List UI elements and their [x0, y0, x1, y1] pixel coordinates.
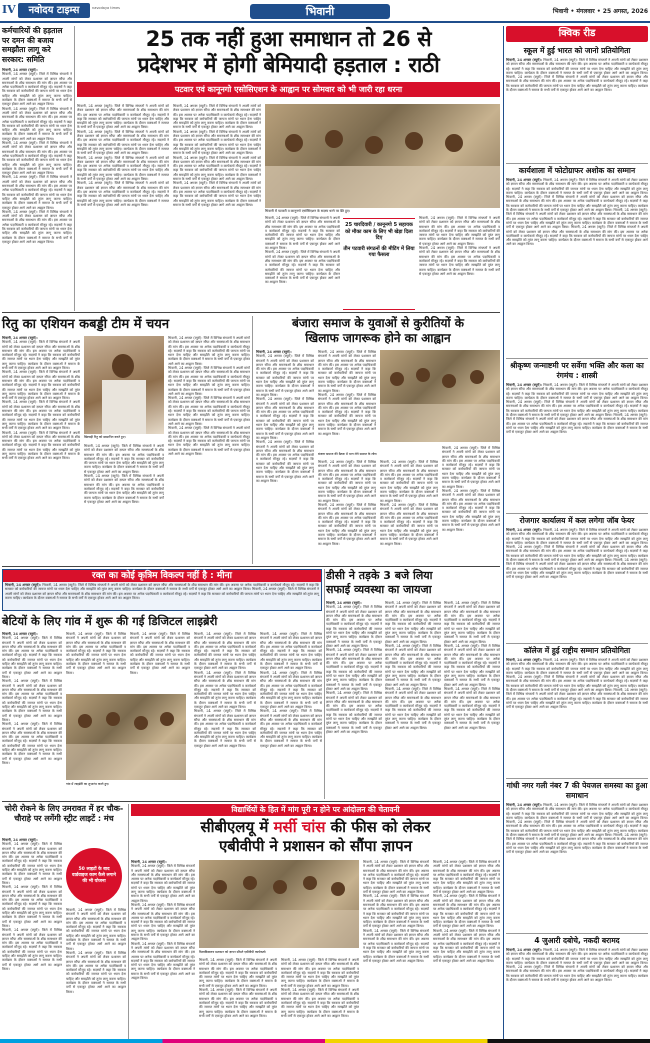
- lead-photo: [265, 104, 500, 208]
- left-story-headline: कर्मचारियों की हड़ताल पर दमन की बजाय समझौता लागू करे सरकार: समिति: [2, 26, 63, 64]
- kabaddi-story: [2, 316, 250, 564]
- abvp-story: [131, 804, 500, 1040]
- body-text: भिवानी, 24 अगस्त (ब्यूरो): जिले में विभिन्न संगठनों ने अपनी मांगों को लेकर प्रशासन को ज्ञापन सौंपा और समस्याओं के शीघ्र समाधान की मांग की। इस अवसर पर अनेक पदाधिकारी व कार्यकर्ता मौजूद रहे। सदस्यों ने कहा कि सरकार को कर्मचारियों की जायज मांगों पर ध्यान देना चाहिए और समझौते को तुरंत लागू करना चाहिए। कार्यक्रम के दौरान वक्ताओं ने समाज के सभी वर्गों से एकजुट होकर आगे आने का आह्वान किया।: [385, 686, 441, 730]
- body-text: भिवानी, 24 अगस्त (ब्यूरो): जिले में विभिन्न संगठनों ने अपनी मांगों को लेकर प्रशासन को ज्ञापन सौंपा और समस्याओं के शीघ्र समाधान की मांग की। इस अवसर पर अनेक पदाधिकारी व कार्यकर्ता मौजूद रहे। सदस्यों ने कहा कि सरकार को कर्मचारियों की जायज मांगों पर ध्यान देना चाहिए और समझौते को तुरंत लागू करना चाहिए। कार्यक्रम के दौरान वक्ताओं ने समाज के सभी वर्गों से एकजुट होकर आगे आने का आह्वान किया।: [444, 686, 500, 730]
- body-text: भिवानी, 24 अगस्त (ब्यूरो): जिले में विभिन्न संगठनों ने अपनी मांगों को लेकर प्रशासन को ज्ञापन सौंपा और समस्याओं के शीघ्र समाधान की मांग की। इस अवसर पर अनेक पदाधिकारी व कार्यकर्ता मौजूद रहे। सदस्यों ने कहा कि सरकार को कर्मचारियों की जायज मांगों पर ध्यान देना चाहिए और समझौते को तुरंत लागू करना चाहिए। कार्यक्रम के दौरान वक्ताओं ने समाज के सभी वर्गों से एकजुट होकर आगे आने का आह्वान किया।: [2, 400, 80, 431]
- body-text: भिवानी, 24 अगस्त (ब्यूरो): जिले में विभिन्न संगठनों ने अपनी मांगों को लेकर प्रशासन को ज्ञापन सौंपा और समस्याओं के शीघ्र समाधान की मांग की। इस अवसर पर अनेक पदाधिकारी व कार्यकर्ता मौजूद रहे। सदस्यों ने कहा कि सरकार को कर्मचारियों की जायज मांगों पर ध्यान देना चाहिए और समझौते को तुरंत लागू करना चाहिए। कार्यक्रम के दौरान वक्ताओं ने समाज के सभी वर्गों से एकजुट होकर आगे आने का आह्वान किया।: [173, 155, 261, 182]
- body-text: भिवानी, 24 अगस्त (ब्यूरो): जिले में विभिन्न संगठनों ने अपनी मांगों को लेकर प्रशासन को ज्ञापन सौंपा और समस्याओं के शीघ्र समाधान की मांग की। इस अवसर पर अनेक पदाधिकारी व कार्यकर्ता मौजूद रहे। सदस्यों ने कहा कि सरकार को कर्मचारियों की जायज मांगों पर ध्यान देना चाहिए और समझौते को तुरंत लागू करना चाहिए। कार्यक्रम के दौरान वक्ताओं ने समाज के सभी वर्गों से एकजुट होकर आगे आने का आह्वान किया।: [419, 216, 500, 246]
- banjara-headline-line2: खिलाफ जागरूक होने का आह्वान: [305, 331, 451, 345]
- body-text: भिवानी, 24 अगस्त (ब्यूरो): जिले में विभिन्न संगठनों ने अपनी मांगों को लेकर प्रशासन को ज्ञापन सौंपा और समस्याओं के शीघ्र समाधान की मांग की। इस अवसर पर अनेक पदाधिकारी व कार्यकर्ता मौजूद रहे। सदस्यों ने कहा कि सरकार को कर्मचारियों की जायज मांगों पर ध्यान देना चाहिए और समझौते को तुरंत लागू करना चाहिए। कार्यक्रम के दौरान वक्ताओं ने समाज के सभी वर्गों से एकजुट होकर आगे आने का आह्वान किया।: [2, 842, 62, 885]
- library-body-col1: [2, 632, 62, 797]
- body-text: भिवानी, 24 अगस्त (ब्यूरो): जिले में विभिन्न संगठनों ने अपनी मांगों को लेकर प्रशासन को ज्ञापन सौंपा और समस्याओं के शीघ्र समाधान की मांग की। इस अवसर पर अनेक पदाधिकारी व कार्यकर्ता मौजूद रहे। सदस्यों ने कहा कि सरकार को कर्मचारियों की जायज मांगों पर ध्यान देना चाहिए और समझौते को तुरंत लागू करना चाहिए। कार्यक्रम के दौरान वक्ताओं ने समाज के सभी वर्गों से एकजुट होकर आगे आने का आह्वान किया।: [2, 636, 62, 679]
- banjara-photo: [380, 350, 500, 442]
- body-text: भिवानी, 24 अगस्त (ब्यूरो): जिले में विभिन्न संगठनों ने अपनी मांगों को लेकर प्रशासन को ज्ञापन सौंपा और समस्याओं के शीघ्र समाधान की मांग की। इस अवसर पर अनेक पदाधिकारी व कार्यकर्ता मौजूद रहे। सदस्यों ने कहा कि सरकार को कर्मचारियों की जायज मांगों पर ध्यान देना चाहिए और समझौते को तुरंत लागू करना चाहिए। कार्यक्रम के दौरान वक्ताओं ने समाज के सभी वर्गों से एकजुट होकर आगे आने का आह्वान किया।: [2, 722, 62, 765]
- quick-read-item-body: [506, 948, 648, 1036]
- body-text: भिवानी, 24 अगस्त (ब्यूरो): जिले में विभिन्न संगठनों ने अपनी मांगों को लेकर प्रशासन को ज्ञापन सौंपा और समस्याओं के शीघ्र समाधान की मांग की। इस अवसर पर अनेक पदाधिकारी व कार्यकर्ता मौजूद रहे। सदस्यों ने कहा कि सरकार को कर्मचारियों की जायज मांगों पर ध्यान देना चाहिए और समझौते को तुरंत लागू करना चाहिए। कार्यक्रम के दौरान वक्ताओं ने समाज के सभी वर्गों से एकजुट होकर आगे आने का आह्वान किया।: [281, 958, 359, 988]
- body-text: भिवानी, 24 अगस्त (ब्यूरो): जिले में विभिन्न संगठनों ने अपनी मांगों को लेकर प्रशासन को ज्ञापन सौंपा और समस्याओं के शीघ्र समाधान की मांग की। इस अवसर पर अनेक पदाधिकारी व कार्यकर्ता मौजूद रहे। सदस्यों ने कहा कि सरकार को कर्मचारियों की जायज मांगों पर ध्यान देना चाहिए और समझौते को तुरंत लागू करना चाहिए। कार्यक्रम के दौरान वक्ताओं ने समाज के सभी वर्गों से एकजुट होकर आगे आने का आह्वान किया।: [194, 670, 256, 710]
- quick-read-item-headline: कार्यशाला में फोटोग्राफर अशोक का सम्मान: [518, 166, 636, 175]
- body-text: भिवानी, 24 अगस्त (ब्यूरो): जिले में विभिन्न संगठनों ने अपनी मांगों को लेकर प्रशासन को ज्ञापन सौंपा और समस्याओं के शीघ्र समाधान की मांग की। इस अवसर पर अनेक पदाधिकारी व कार्यकर्ता मौजूद रहे। सदस्यों ने कहा कि सरकार को कर्मचारियों की जायज मांगों पर ध्यान देना चाहिए और समझौते को तुरंत लागू करना चाहिए। कार्यक्रम के दौरान वक्ताओं ने समाज के सभी वर्गों से एकजुट होकर आगे आने का आह्वान किया।: [506, 675, 648, 693]
- body-text: भिवानी, 24 अगस्त (ब्यूरो): जिले में विभिन्न संगठनों ने अपनी मांगों को लेकर प्रशासन को ज्ञापन सौंपा और समस्याओं के शीघ्र समाधान की मांग की। इस अवसर पर अनेक पदाधिकारी व कार्यकर्ता मौजूद रहे। सदस्यों ने कहा कि सरकार को कर्मचारियों की जायज मांगों पर ध्यान देना चाहिए और समझौते को तुरंत लागू करना चाहिए। कार्यक्रम के दौरान वक्ताओं ने समाज के सभी वर्गों से एकजुट होकर आगे आने का आह्वान किया।: [77, 181, 169, 207]
- lead-body-col4: [419, 216, 500, 311]
- library-photo-caption: गांव में लाइब्रेरी का शुभारंभ करते हुए।: [66, 782, 110, 786]
- quick-read-item-body: [506, 528, 648, 638]
- dc-story: [326, 569, 500, 799]
- banjara-story: [256, 316, 500, 564]
- library-headline: बेटियों के लिए गांव में शुरू की गई डिजिटल लाइब्रेरी: [2, 614, 218, 628]
- lead-subhead: पटवार एवं कानूनगो एसोसिएशन के आह्वान पर सोमवार को भी जारी रहा धरना: [77, 82, 500, 97]
- body-text: भिवानी, 24 अगस्त (ब्यूरो): जिले में विभिन्न संगठनों ने अपनी मांगों को लेकर प्रशासन को ज्ञापन सौंपा और समस्याओं के शीघ्र समाधान की मांग की। इस अवसर पर अनेक पदाधिकारी व कार्यकर्ता मौजूद रहे। सदस्यों ने कहा कि सरकार को कर्मचारियों की जायज मांगों पर ध्यान देना चाहिए और समझौते को तुरंत लागू करना चाहिए। कार्यक्रम के दौरान वक्ताओं ने समाज के सभी वर्गों से एकजुट होकर आगे आने का आह्वान किया।: [265, 216, 340, 251]
- body-text: भिवानी, 24 अगस्त (ब्यूरो): जिले में विभिन्न संगठनों ने अपनी मांगों को लेकर प्रशासन को ज्ञापन सौंपा और समस्याओं के शीघ्र समाधान की मांग की। इस अवसर पर अनेक पदाधिकारी व कार्यकर्ता मौजूद रहे। सदस्यों ने कहा कि सरकार को कर्मचारियों की जायज मांगों पर ध्यान देना चाहिए और समझौते को तुरंत लागू करना चाहिए। कार्यक्रम के दौरान वक्ताओं ने समाज के सभी वर्गों से एकजुट होकर आगे आने का आह्वान किया।: [506, 688, 648, 710]
- paper-tag: navodaya times: [92, 6, 121, 10]
- body-text: भिवानी, 24 अगस्त (ब्यूरो): जिले में विभिन्न संगठनों ने अपनी मांगों को लेकर प्रशासन को ज्ञापन सौंपा और समस्याओं के शीघ्र समाधान की मांग की। इस अवसर पर अनेक पदाधिकारी व कार्यकर्ता मौजूद रहे। सदस्यों ने कहा कि सरकार को कर्मचारियों की जायज मांगों पर ध्यान देना चाहिए और समझौते को तुरंत लागू करना चाहिए। कार्यक्रम के दौरान वक्ताओं ने समाज के सभी वर्गों से एकजुट होकर आगे आने का आह्वान किया।: [318, 502, 376, 546]
- body-text: भिवानी, 24 अगस्त (ब्यूरो): जिले में विभिन्न संगठनों ने अपनी मांगों को लेकर प्रशासन को ज्ञापन सौंपा और समस्याओं के शीघ्र समाधान की मांग की। इस अवसर पर अनेक पदाधिकारी व कार्यकर्ता मौजूद रहे। सदस्यों ने कहा कि सरकार को कर्मचारियों की जायज मांगों पर ध्यान देना चाहिए और समझौते को तुरंत लागू करना चाहिए। कार्यक्रम के दौरान वक्ताओं ने समाज के सभी वर्गों से एकजुट होकर आगे आने का आह्वान किया।: [173, 181, 261, 207]
- banjara-body-col2: [318, 350, 376, 450]
- library-photo: [66, 694, 186, 780]
- body-text: भिवानी, 24 अगस्त (ब्यूरो): जिले में विभिन्न संगठनों ने अपनी मांगों को लेकर प्रशासन को ज्ञापन सौंपा और समस्याओं के शीघ्र समाधान की मांग की। इस अवसर पर अनेक पदाधिकारी व कार्यकर्ता मौजूद रहे। सदस्यों ने कहा कि सरकार को कर्मचारियों की जायज मांगों पर ध्यान देना चाहिए और समझौते को तुरंत लागू करना चाहिए। कार्यक्रम के दौरान वक्ताओं ने समाज के सभी वर्गों से एकजुट होकर आगे आने का आह्वान किया।: [256, 397, 314, 440]
- body-text: भिवानी, 24 अगस्त (ब्यूरो): जिले में विभिन्न संगठनों ने अपनी मांगों को लेकर प्रशासन को ज्ञापन सौंपा और समस्याओं के शीघ्र समाधान की मांग की। इस अवसर पर अनेक पदाधिकारी व कार्यकर्ता मौजूद रहे। सदस्यों ने कहा कि सरकार को कर्मचारियों की जायज मांगों पर ध्यान देना चाहिए और समझौते को तुरंत लागू करना चाहिए। कार्यक्रम के दौरान वक्ताओं ने समाज के सभी वर्गों से एकजुट होकर आगे आने का आह्वान किया।: [433, 894, 500, 929]
- body-text: भिवानी, 24 अगस्त (ब्यूरो): जिले में विभिन्न संगठनों ने अपनी मांगों को लेकर प्रशासन को ज्ञापन सौंपा और समस्याओं के शीघ्र समाधान की मांग की। इस अवसर पर अनेक पदाधिकारी व कार्यकर्ता मौजूद रहे। सदस्यों ने कहा कि सरकार को कर्मचारियों की जायज मांगों पर ध्यान देना चाहिए और समझौते को तुरंत लागू करना चाहिए। कार्यक्रम के दौरान वक्ताओं ने समाज के सभी वर्गों से एकजुट होकर आगे आने का आह्वान किया।: [265, 250, 340, 285]
- body-text: भिवानी, 24 अगस्त (ब्यूरो): जिले में विभिन्न संगठनों ने अपनी मांगों को लेकर प्रशासन को ज्ञापन सौंपा और समस्याओं के शीघ्र समाधान की मांग की। इस अवसर पर अनेक पदाधिकारी व कार्यकर्ता मौजूद रहे। सदस्यों ने कहा कि सरकार को कर्मचारियों की जायज मांगों पर ध्यान देना चाहिए और समझौते को तुरंत लागू करना चाहिए। कार्यक्रम के दौरान वक्ताओं ने समाज के सभी वर्गों से एकजुट होकर आगे आने का आह्वान किया।: [260, 632, 322, 671]
- abvp-photo: [199, 860, 359, 948]
- body-text: भिवानी, 24 अगस्त (ब्यूरो): जिले में विभिन्न संगठनों ने अपनी मांगों को लेकर प्रशासन को ज्ञापन सौंपा और समस्याओं के शीघ्र समाधान की मांग की। इस अवसर पर अनेक पदाधिकारी व कार्यकर्ता मौजूद रहे। सदस्यों ने कहा कि सरकार को कर्मचारियों की जायज मांगों पर ध्यान देना चाहिए और समझौते को तुरंत लागू करना चाहिए। कार्यक्रम के दौरान वक्ताओं ने समाज के सभी वर्गों से एकजुट होकर आगे आने का आह्वान किया।: [363, 894, 429, 929]
- abvp-dateline: भिवानी, 24 अगस्त (ब्यूरो):: [131, 860, 167, 864]
- lead-body-col2: [173, 104, 261, 309]
- body-text: भिवानी, 24 अगस्त (ब्यूरो): जिले में विभिन्न संगठनों ने अपनी मांगों को लेकर प्रशासन को ज्ञापन सौंपा और समस्याओं के शीघ्र समाधान की मांग की। इस अवसर पर अनेक पदाधिकारी व कार्यकर्ता मौजूद रहे। सदस्यों ने कहा कि सरकार को कर्मचारियों की जायज मांगों पर ध्यान देना चाहिए और समझौते को तुरंत लागू करना चाहिए। कार्यक्रम के दौरान वक्ताओं ने समाज के सभी वर्गों से एकजुट होकर आगे आने का आह्वान किया।: [77, 129, 169, 156]
- edition-date: भिवानी • मंगलवार • 25 अगस्त, 2026: [552, 8, 648, 15]
- color-strip: [0, 1039, 650, 1043]
- section-name: भिवानी: [305, 5, 335, 18]
- quick-read: [506, 26, 648, 1040]
- left-story: [2, 26, 72, 306]
- lead-pull-quote: [343, 218, 415, 310]
- body-text: भिवानी, 24 अगस्त (ब्यूरो): जिले में विभिन्न संगठनों ने अपनी मांगों को लेकर प्रशासन को ज्ञापन सौंपा और समस्याओं के शीघ्र समाधान की मांग की। इस अवसर पर अनेक पदाधिकारी व कार्यकर्ता मौजूद रहे। सदस्यों ने कहा कि सरकार को कर्मचारियों की जायज मांगों पर ध्यान देना चाहिए और समझौते को तुरंत लागू करना चाहिए। कार्यक्रम के दौरान वक्ताओं ने समाज के सभी वर्गों से एकजुट होकर आगे आने का आह्वान किया।: [506, 528, 648, 545]
- body-text: भिवानी, 24 अगस्त (ब्यूरो): जिले में विभिन्न संगठनों ने अपनी मांगों को लेकर प्रशासन को ज्ञापन सौंपा और समस्याओं के शीघ्र समाधान की मांग की। इस अवसर पर अनेक पदाधिकारी व कार्यकर्ता मौजूद रहे। सदस्यों ने कहा कि सरकार को कर्मचारियों की जायज मांगों पर ध्यान देना चाहिए और समझौते को तुरंत लागू करना चाहिए। कार्यक्रम के दौरान वक्ताओं ने समाज के सभी वर्गों से एकजुट होकर आगे आने का आह्वान किया।: [326, 605, 382, 648]
- body-text: भिवानी, 24 अगस्त (ब्यूरो): जिले में विभिन्न संगठनों ने अपनी मांगों को लेकर प्रशासन को ज्ञापन सौंपा और समस्याओं के शीघ्र समाधान की मांग की। इस अवसर पर अनेक पदाधिकारी व कार्यकर्ता मौजूद रहे। सदस्यों ने कहा कि सरकार को कर्मचारियों की जायज मांगों पर ध्यान देना चाहिए और समझौते को तुरंत लागू करना चाहिए। कार्यक्रम के दौरान वक्ताओं ने समाज के सभी वर्गों से एकजुट होकर आगे आने का आह्वान किया।: [506, 820, 648, 838]
- abvp-headline-part3: की फीस को लेकर: [325, 818, 431, 836]
- body-text: भिवानी, 24 अगस्त (ब्यूरो): जिले में विभिन्न संगठनों ने अपनी मांगों को लेकर प्रशासन को ज्ञापन सौंपा और समस्याओं के शीघ्र समाधान की मांग की। इस अवसर पर अनेक पदाधिकारी व कार्यकर्ता मौजूद रहे। सदस्यों ने कहा कि सरकार को कर्मचारियों की जायज मांगों पर ध्यान देना चाहिए और समझौते को तुरंत लागू करना चाहिए। कार्यक्रम के दौरान वक्ताओं ने समाज के सभी वर्गों से एकजुट होकर आगे आने का आह्वान किया।: [199, 958, 277, 988]
- body-text: भिवानी, 24 अगस्त (ब्यूरो): जिले में विभिन्न संगठनों ने अपनी मांगों को लेकर प्रशासन को ज्ञापन सौंपा और समस्याओं के शीघ्र समाधान की मांग की। इस अवसर पर अनेक पदाधिकारी व कार्यकर्ता मौजूद रहे। सदस्यों ने कहा कि सरकार को कर्मचारियों की जायज मांगों पर ध्यान देना चाहिए और समझौते को तुरंत लागू करना चाहिए। कार्यक्रम के दौरान वक्ताओं ने समाज के सभी वर्गों से एकजुट होकर आगे आने का आह्वान किया।: [444, 643, 500, 687]
- body-text: भिवानी, 24 अगस्त (ब्यूरो): जिले में विभिन्न संगठनों ने अपनी मांगों को लेकर प्रशासन को ज्ञापन सौंपा और समस्याओं के शीघ्र समाधान की मांग की। इस अवसर पर अनेक पदाधिकारी व कार्यकर्ता मौजूद रहे। सदस्यों ने कहा कि सरकार को कर्मचारियों की जायज मांगों पर ध्यान देना चाहिए और समझौते को तुरंत लागू करना चाहिए। कार्यक्रम के दौरान वक्ताओं ने समाज के सभी वर्गों से एकजुट होकर आगे आने का आह्वान किया।: [506, 178, 648, 195]
- body-text: भिवानी, 24 अगस्त (ब्यूरो): जिले में विभिन्न संगठनों ने अपनी मांगों को लेकर प्रशासन को ज्ञापन सौंपा और समस्याओं के शीघ्र समाधान की मांग की। इस अवसर पर अनेक पदाधिकारी व कार्यकर्ता मौजूद रहे। सदस्यों ने कहा कि सरकार को कर्मचारियों की जायज मांगों पर ध्यान देना चाहिए और समझौते को तुरंत लागू करना चाहिए। कार्यक्रम के दौरान वक्ताओं ने समाज के सभी वर्गों से एकजुट होकर आगे आने का आह्वान किया।: [256, 354, 314, 397]
- body-text: भिवानी, 24 अगस्त (ब्यूरो): जिले में विभिन्न संगठनों ने अपनी मांगों को लेकर प्रशासन को ज्ञापन सौंपा और समस्याओं के शीघ्र समाधान की मांग की। इस अवसर पर अनेक पदाधिकारी व कार्यकर्ता मौजूद रहे। सदस्यों ने कहा कि सरकार को कर्मचारियों की जायज मांगों पर ध्यान देना चाहिए और समझौते को तुरंत लागू करना चाहिए। कार्यक्रम के दौरान वक्ताओं ने समाज के सभी वर्गों से एकजुट होकर आगे आने का आह्वान किया।: [326, 691, 382, 734]
- body-text: भिवानी, 24 अगस्त (ब्यूरो): जिले में विभिन्न संगठनों ने अपनी मांगों को लेकर प्रशासन को ज्ञापन सौंपा और समस्याओं के शीघ्र समाधान की मांग की। इस अवसर पर अनेक पदाधिकारी व कार्यकर्ता मौजूद रहे। सदस्यों ने कहा कि सरकार को कर्मचारियों की जायज मांगों पर ध्यान देना चाहिए और समझौते को तुरंत लागू करना चाहिए। कार्यक्रम के दौरान वक्ताओं ने समाज के सभी वर्गों से एकजुट होकर आगे आने का आह्वान किया।: [2, 928, 62, 971]
- body-text: भिवानी, 24 अगस्त (ब्यूरो): जिले में विभिन्न संगठनों ने अपनी मांगों को लेकर प्रशासन को ज्ञापन सौंपा और समस्याओं के शीघ्र समाधान की मांग की। इस अवसर पर अनेक पदाधिकारी व कार्यकर्ता मौजूद रहे। सदस्यों ने कहा कि सरकार को कर्मचारियों की जायज मांगों पर ध्यान देना चाहिए और समझौते को तुरंत लागू करना चाहिए। कार्यक्रम के दौरान वक्ताओं ने समाज के सभी वर्गों से एकजुट होकर आगे आने का आह्वान किया।: [433, 860, 500, 895]
- body-text: भिवानी, 24 अगस्त (ब्यूरो): जिले में विभिन्न संगठनों ने अपनी मांगों को लेकर प्रशासन को ज्ञापन सौंपा और समस्याओं के शीघ्र समाधान की मांग की। इस अवसर पर अनेक पदाधिकारी व कार्यकर्ता मौजूद रहे। सदस्यों ने कहा कि सरकार को कर्मचारियों की जायज मांगों पर ध्यान देना चाहिए और समझौते को तुरंत लागू करना चाहिए। कार्यक्रम के दौरान वक्ताओं ने समाज के सभी वर्गों से एकजुट होकर आगे आने का आह्वान किया।: [77, 155, 169, 182]
- body-text: भिवानी, 24 अगस्त (ब्यूरो): जिले में विभिन्न संगठनों ने अपनी मांगों को लेकर प्रशासन को ज्ञापन सौंपा और समस्याओं के शीघ्र समाधान की मांग की। इस अवसर पर अनेक पदाधिकारी व कार्यकर्ता मौजूद रहे। सदस्यों ने कहा कि सरकार को कर्मचारियों की जायज मांगों पर ध्यान देना चाहिए और समझौते को तुरंत लागू करना चाहिए। कार्यक्रम के दौरान वक्ताओं ने समाज के सभी वर्गों से एकजुट होकर आगे आने का आह्वान किया।: [256, 440, 314, 483]
- quick-read-item-headline: कॉलेज में हुई राष्ट्रीय सम्मान प्रतियोगिता: [523, 646, 631, 655]
- library-body-col3: [130, 632, 190, 692]
- chowk-body-col1: [2, 838, 62, 1038]
- body-text: भिवानी, 24 अगस्त (ब्यूरो): जिले में विभिन्न संगठनों ने अपनी मांगों को लेकर प्रशासन को ज्ञापन सौंपा और समस्याओं के शीघ्र समाधान की मांग की। इस अवसर पर अनेक पदाधिकारी व कार्यकर्ता मौजूद रहे। सदस्यों ने कहा कि सरकार को कर्मचारियों की जायज मांगों पर ध्यान देना चाहिए और समझौते को तुरंत लागू करना चाहिए। कार्यक्रम के दौरान वक्ताओं ने समाज के सभी वर्गों से एकजुट होकर आगे आने का आह्वान किया।: [260, 670, 322, 710]
- body-text: भिवानी, 24 अगस्त (ब्यूरो): जिले में विभिन्न संगठनों ने अपनी मांगों को लेकर प्रशासन को ज्ञापन सौंपा और समस्याओं के शीघ्र समाधान की मांग की। इस अवसर पर अनेक पदाधिकारी व कार्यकर्ता मौजूद रहे। सदस्यों ने कहा कि सरकार को कर्मचारियों की जायज मांगों पर ध्यान देना चाहिए और समझौते को तुरंत लागू करना चाहिए। कार्यक्रम के दौरान वक्ताओं ने समाज के सभी वर्गों से एकजुट होकर आगे आने का आह्वान किया।: [363, 860, 429, 895]
- kabaddi-photo-caption: खिलाड़ी रितु को सम्मानित करते हुए।: [84, 435, 126, 439]
- body-text: भिवानी, 24 अगस्त (ब्यूरो): जिले में विभिन्न संगठनों ने अपनी मांगों को लेकर प्रशासन को ज्ञापन सौंपा और समस्याओं के शीघ्र समाधान की मांग की। इस अवसर पर अनेक पदाधिकारी व कार्यकर्ता मौजूद रहे। सदस्यों ने कहा कि सरकार को कर्मचारियों की जायज मांगों पर ध्यान देना चाहिए और समझौते को तुरंत लागू करना चाहिए। कार्यक्रम के दौरान वक्ताओं ने समाज के सभी वर्गों से एकजुट होकर आगे आने का आह्वान किया।: [506, 803, 648, 820]
- body-text: भिवानी, 24 अगस्त (ब्यूरो): जिले में विभिन्न संगठनों ने अपनी मांगों को लेकर प्रशासन को ज्ञापन सौंपा और समस्याओं के शीघ्र समाधान की मांग की। इस अवसर पर अनेक पदाधिकारी व कार्यकर्ता मौजूद रहे। सदस्यों ने कहा कि सरकार को कर्मचारियों की जायज मांगों पर ध्यान देना चाहिए और समझौते को तुरंत लागू करना चाहिए। कार्यक्रम के दौरान वक्ताओं ने समाज के सभी वर्गों से एकजुट होकर आगे आने का आह्वान किया।: [168, 396, 250, 426]
- body-text: भिवानी, 24 अगस्त (ब्यूरो): जिले में विभिन्न संगठनों ने अपनी मांगों को लेकर प्रशासन को ज्ञापन सौंपा और समस्याओं के शीघ्र समाधान की मांग की। इस अवसर पर अनेक पदाधिकारी व कार्यकर्ता मौजूद रहे। सदस्यों ने कहा कि सरकार को कर्मचारियों की जायज मांगों पर ध्यान देना चाहिए और समझौते को तुरंत लागू करना चाहिए। कार्यक्रम के दौरान वक्ताओं ने समाज के सभी वर्गों से एकजुट होकर आगे आने का आह्वान किया।: [2, 370, 80, 401]
- body-text: भिवानी, 24 अगस्त (ब्यूरो): जिले में विभिन्न संगठनों ने अपनी मांगों को लेकर प्रशासन को ज्ञापन सौंपा और समस्याओं के शीघ्र समाधान की मांग की। इस अवसर पर अनेक पदाधिकारी व कार्यकर्ता मौजूद रहे। सदस्यों ने कहा कि सरकार को कर्मचारियों की जायज मांगों पर ध्यान देना चाहिए और समझौते को तुरंत लागू करना चाहिए। कार्यक्रम के दौरान वक्ताओं ने समाज के सभी वर्गों से एकजुट होकर आगे आने का आह्वान किया।: [84, 444, 164, 474]
- kabaddi-headline: रितु का एशियन कबड्डी टीम में चयन: [2, 317, 170, 332]
- blood-headline: रक्त का कोई कृत्रिम विकल्प नहीं है : मीना: [3, 570, 321, 582]
- body-text: भिवानी, 24 अगस्त (ब्यूरो): जिले में विभिन्न संगठनों ने अपनी मांगों को लेकर प्रशासन को ज्ञापन सौंपा और समस्याओं के शीघ्र समाधान की मांग की। इस अवसर पर अनेक पदाधिकारी व कार्यकर्ता मौजूद रहे। सदस्यों ने कहा कि सरकार को कर्मचारियों की जायज मांगों पर ध्यान देना चाहिए और समझौते को तुरंत लागू करना चाहिए। कार्यक्रम के दौरान वक्ताओं ने समाज के सभी वर्गों से एकजुट होकर आगे आने का आह्वान किया।: [419, 246, 500, 276]
- banjara-body-col3: [318, 460, 376, 562]
- body-text: भिवानी, 24 अगस्त (ब्यूरो): जिले में विभिन्न संगठनों ने अपनी मांगों को लेकर प्रशासन को ज्ञापन सौंपा और समस्याओं के शीघ्र समाधान की मांग की। इस अवसर पर अनेक पदाधिकारी व कार्यकर्ता मौजूद रहे। सदस्यों ने कहा कि सरकार को कर्मचारियों की जायज मांगों पर ध्यान देना चाहिए और समझौते को तुरंत लागू करना चाहिए। कार्यक्रम के दौरान वक्ताओं ने समाज के सभी वर्गों से एकजुट होकर आगे आने का आह्वान किया।: [506, 413, 648, 435]
- body-text: भिवानी, 24 अगस्त (ब्यूरो): जिले में विभिन्न संगठनों ने अपनी मांगों को लेकर प्रशासन को ज्ञापन सौंपा और समस्याओं के शीघ्र समाधान की मांग की। इस अवसर पर अनेक पदाधिकारी व कार्यकर्ता मौजूद रहे। सदस्यों ने कहा कि सरकार को कर्मचारियों की जायज मांगों पर ध्यान देना चाहिए और समझौते को तुरंत लागू करना चाहिए। कार्यक्रम के दौरान वक्ताओं ने समाज के सभी वर्गों से एकजुट होकर आगे आने का आह्वान किया।: [2, 679, 62, 722]
- library-dateline: भिवानी, 24 अगस्त (ब्यूरो):: [2, 632, 38, 636]
- body-text: भिवानी, 24 अगस्त (ब्यूरो): जिले में विभिन्न संगठनों ने अपनी मांगों को लेकर प्रशासन को ज्ञापन सौंपा और समस्याओं के शीघ्र समाधान की मांग की। इस अवसर पर अनेक पदाधिकारी व कार्यकर्ता मौजूद रहे। सदस्यों ने कहा कि सरकार को कर्मचारियों की जायज मांगों पर ध्यान देना चाहिए और समझौते को तुरंत लागू करना चाहिए। कार्यक्रम के दौरान वक्ताओं ने समाज के सभी वर्गों से एकजुट होकर आगे आने का आह्वान किया।: [168, 366, 250, 396]
- body-text: भिवानी, 24 अगस्त (ब्यूरो): जिले में विभिन्न संगठनों ने अपनी मांगों को लेकर प्रशासन को ज्ञापन सौंपा और समस्याओं के शीघ्र समाधान की मांग की। इस अवसर पर अनेक पदाधिकारी व कार्यकर्ता मौजूद रहे। सदस्यों ने कहा कि सरकार को कर्मचारियों की जायज मांगों पर ध्यान देना चाहिए और समझौते को तुरंत लागू करना चाहिए। कार्यक्रम के दौरान वक्ताओं ने समाज के सभी वर्गों से एकजुट होकर आगे आने का आह्वान किया।: [5, 587, 319, 600]
- blood-body: [3, 582, 321, 610]
- quick-read-item-body: [506, 658, 648, 773]
- body-text: भिवानी, 24 अगस्त (ब्यूरो): जिले में विभिन्न संगठनों ने अपनी मांगों को लेकर प्रशासन को ज्ञापन सौंपा और समस्याओं के शीघ्र समाधान की मांग की। इस अवसर पर अनेक पदाधिकारी व कार्यकर्ता मौजूद रहे। सदस्यों ने कहा कि सरकार को कर्मचारियों की जायज मांगों पर ध्यान देना चाहिए और समझौते को तुरंत लागू करना चाहिए। कार्यक्रम के दौरान वक्ताओं ने समाज के सभी वर्गों से एकजुट होकर आगे आने का आह्वान किया।: [2, 141, 72, 176]
- quick-read-item: [506, 361, 648, 511]
- body-text: भिवानी, 24 अगस्त (ब्यूरो): जिले में विभिन्न संगठनों ने अपनी मांगों को लेकर प्रशासन को ज्ञापन सौंपा और समस्याओं के शीघ्र समाधान की मांग की। इस अवसर पर अनेक पदाधिकारी व कार्यकर्ता मौजूद रहे। सदस्यों ने कहा कि सरकार को कर्मचारियों की जायज मांगों पर ध्यान देना चाहिए और समझौते को तुरंत लागू करना चाहिए। कार्यक्रम के दौरान वक्ताओं ने समाज के सभी वर्गों से एकजुट होकर आगे आने का आह्वान किया।: [131, 864, 195, 903]
- chowk-badge-text: 50 लाइटों के बाद वार्डवाइज काम कैसे लगाने की भी योजना: [72, 867, 116, 884]
- quick-read-item-headline: गांधी नगर गली नंबर 7 की पेयजल समस्या का हुआ समाधान: [506, 781, 648, 800]
- abvp-headline-line2: एबीवीपी ने प्रशासन को सौंपा ज्ञापन: [218, 837, 413, 855]
- banjara-photo-caption: बंजारा समाज की बैठक में भाग लेते समाज के लोग।: [318, 452, 378, 456]
- dc-dateline: भिवानी, 24 अगस्त (ब्यूरो):: [326, 601, 362, 605]
- quick-read-item-dateline: भिवानी, 24 अगस्त (ब्यूरो):: [506, 803, 543, 807]
- body-text: भिवानी, 24 अगस्त (ब्यूरो): जिले में विभिन्न संगठनों ने अपनी मांगों को लेकर प्रशासन को ज्ञापन सौंपा और समस्याओं के शीघ्र समाधान की मांग की। इस अवसर पर अनेक पदाधिकारी व कार्यकर्ता मौजूद रहे। सदस्यों ने कहा कि सरकार को कर्मचारियों की जायज मांगों पर ध्यान देना चाहिए और समझौते को तुरंत लागू करना चाहिए। कार्यक्रम के दौरान वक्ताओं ने समाज के सभी वर्गों से एकजुट होकर आगे आने का आह्वान किया।: [130, 632, 190, 675]
- body-text: भिवानी, 24 अगस्त (ब्यूरो): जिले में विभिन्न संगठनों ने अपनी मांगों को लेकर प्रशासन को ज्ञापन सौंपा और समस्याओं के शीघ्र समाधान की मांग की। इस अवसर पर अनेक पदाधिकारी व कार्यकर्ता मौजूद रहे। सदस्यों ने कहा कि सरकार को कर्मचारियों की जायज मांगों पर ध्यान देना चाहिए और समझौते को तुरंत लागू करना चाहिए। कार्यक्रम के दौरान वक्ताओं ने समाज के सभी वर्गों से एकजुट होकर आगे आने का आह्वान किया।: [2, 340, 80, 371]
- quick-read-item: [506, 646, 648, 776]
- abvp-body-col2: [199, 958, 277, 1038]
- page-number: IV: [2, 3, 16, 16]
- body-text: भिवानी, 24 अगस्त (ब्यूरो): जिले में विभिन्न संगठनों ने अपनी मांगों को लेकर प्रशासन को ज्ञापन सौंपा और समस्याओं के शीघ्र समाधान की मांग की। इस अवसर पर अनेक पदाधिकारी व कार्यकर्ता मौजूद रहे। सदस्यों ने कहा कि सरकार को कर्मचारियों की जायज मांगों पर ध्यान देना चाहिए और समझौते को तुरंत लागू करना चाहिए। कार्यक्रम के दौरान वक्ताओं ने समाज के सभी वर्गों से एकजुट होकर आगे आने का आह्वान किया।: [194, 632, 256, 671]
- abvp-body-col3: [281, 958, 359, 1038]
- quick-read-item-dateline: भिवानी, 24 अगस्त (ब्यूरो):: [506, 948, 543, 952]
- abvp-headline-highlight: मर्सी चांस: [273, 818, 326, 836]
- quick-read-title: क्विक रीड: [506, 26, 648, 42]
- body-text: भिवानी, 24 अगस्त (ब्यूरो): जिले में विभिन्न संगठनों ने अपनी मांगों को लेकर प्रशासन को ज्ञापन सौंपा और समस्याओं के शीघ्र समाधान की मांग की। इस अवसर पर अनेक पदाधिकारी व कार्यकर्ता मौजूद रहे। सदस्यों ने कहा कि सरकार को कर्मचारियों की जायज मांगों पर ध्यान देना चाहिए और समझौते को तुरंत लागू करना चाहिए। कार्यक्रम के दौरान वक्ताओं ने समाज के सभी वर्गों से एकजुट होकर आगे आने का आह्वान किया।: [168, 426, 250, 457]
- body-text: भिवानी, 24 अगस्त (ब्यूरो): जिले में विभिन्न संगठनों ने अपनी मांगों को लेकर प्रशासन को ज्ञापन सौंपा और समस्याओं के शीघ्र समाधान की मांग की। इस अवसर पर अनेक पदाधिकारी व कार्यकर्ता मौजूद रहे। सदस्यों ने कहा कि सरकार को कर्मचारियों की जायज मांगों पर ध्यान देना चाहिए और समझौते को तुरंत लागू करना चाहिए। कार्यक्रम के दौरान वक्ताओं ने समाज के सभी वर्गों से एकजुट होकर आगे आने का आह्वान किया।: [281, 988, 359, 1018]
- body-text: भिवानी, 24 अगस्त (ब्यूरो): जिले में विभिन्न संगठनों ने अपनी मांगों को लेकर प्रशासन को ज्ञापन सौंपा और समस्याओं के शीघ्र समाधान की मांग की। इस अवसर पर अनेक पदाधिकारी व कार्यकर्ता मौजूद रहे। सदस्यों ने कहा कि सरकार को कर्मचारियों की जायज मांगों पर ध्यान देना चाहिए और समझौते को तुरंत लागू करना चाहिए। कार्यक्रम के दौरान वक्ताओं ने समाज के सभी वर्गों से एकजुट होकर आगे आने का आह्वान किया।: [131, 902, 195, 942]
- quick-read-item-body: [506, 178, 648, 350]
- quick-read-item: [506, 936, 648, 1038]
- masthead: [0, 0, 650, 22]
- quick-read-item-body: [506, 803, 648, 928]
- lead-headline-line2: प्रदेशभर में होगी बेमियादी हड़ताल : राठी: [137, 53, 440, 77]
- body-text: भिवानी, 24 अगस्त (ब्यूरो): जिले में विभिन्न संगठनों ने अपनी मांगों को लेकर प्रशासन को ज्ञापन सौंपा और समस्याओं के शीघ्र समाधान की मांग की। इस अवसर पर अनेक पदाधिकारी व कार्यकर्ता मौजूद रहे। सदस्यों ने कहा कि सरकार को कर्मचारियों की जायज मांगों पर ध्यान देना चाहिए और समझौते को तुरंत लागू करना चाहिए। कार्यक्रम के दौरान वक्ताओं ने समाज के सभी वर्गों से एकजुट होकर आगे आने का आह्वान किया।: [77, 104, 169, 130]
- dc-headline-line2: सफाई व्यवस्था का जायजा: [326, 583, 432, 596]
- chowk-dateline: भिवानी, 24 अगस्त (ब्यूरो):: [2, 838, 38, 842]
- body-text: भिवानी, 24 अगस्त (ब्यूरो): जिले में विभिन्न संगठनों ने अपनी मांगों को लेकर प्रशासन को ज्ञापन सौंपा और समस्याओं के शीघ्र समाधान की मांग की। इस अवसर पर अनेक पदाधिकारी व कार्यकर्ता मौजूद रहे। सदस्यों ने कहा कि सरकार को कर्मचारियों की जायज मांगों पर ध्यान देना चाहिए और समझौते को तुरंत लागू करना चाहिए। कार्यक्रम के दौरान वक्ताओं ने समाज के सभी वर्गों से एकजुट होकर आगे आने का आह्वान किया।: [131, 941, 195, 981]
- chowk-badge: [66, 848, 122, 904]
- body-text: भिवानी, 24 अगस्त (ब्यूरो): जिले में विभिन्न संगठनों ने अपनी मांगों को लेकर प्रशासन को ज्ञापन सौंपा और समस्याओं के शीघ्र समाधान की मांग की। इस अवसर पर अनेक पदाधिकारी व कार्यकर्ता मौजूद रहे। सदस्यों ने कहा कि सरकार को कर्मचारियों की जायज मांगों पर ध्यान देना चाहिए और समझौते को तुरंत लागू करना चाहिए। कार्यक्रम के दौरान वक्ताओं ने समाज के सभी वर्गों से एकजुट होकर आगे आने का आह्वान किया।: [506, 545, 648, 563]
- quick-read-item-body: [506, 58, 648, 158]
- left-story-body: [2, 68, 72, 268]
- quick-read-item: [506, 516, 648, 641]
- quick-read-item-dateline: भिवानी, 24 अगस्त (ब्यूरो):: [506, 658, 543, 662]
- body-text: भिवानी, 24 अगस्त (ब्यूरो): जिले में विभिन्न संगठनों ने अपनी मांगों को लेकर प्रशासन को ज्ञापन सौंपा और समस्याओं के शीघ्र समाधान की मांग की। इस अवसर पर अनेक पदाधिकारी व कार्यकर्ता मौजूद रहे। सदस्यों ने कहा कि सरकार को कर्मचारियों की जायज मांगों पर ध्यान देना चाहिए और समझौते को तुरंत लागू करना चाहिए। कार्यक्रम के दौरान वक्ताओं ने समाज के सभी वर्गों से एकजुट होकर आगे आने का आह्वान किया।: [66, 950, 126, 994]
- lead-body-col1: [77, 104, 169, 309]
- body-text: भिवानी, 24 अगस्त (ब्यूरो): जिले में विभिन्न संगठनों ने अपनी मांगों को लेकर प्रशासन को ज्ञापन सौंपा और समस्याओं के शीघ्र समाधान की मांग की। इस अवसर पर अनेक पदाधिकारी व कार्यकर्ता मौजूद रहे। सदस्यों ने कहा कि सरकार को कर्मचारियों की जायज मांगों पर ध्यान देना चाहिए और समझौते को तुरंत लागू करना चाहिए। कार्यक्रम के दौरान वक्ताओं ने समाज के सभी वर्गों से एकजुट होकर आगे आने का आह्वान किया।: [2, 430, 80, 461]
- body-text: भिवानी, 24 अगस्त (ब्यूरो): जिले में विभिन्न संगठनों ने अपनी मांगों को लेकर प्रशासन को ज्ञापन सौंपा और समस्याओं के शीघ्र समाधान की मांग की। इस अवसर पर अनेक पदाधिकारी व कार्यकर्ता मौजूद रहे। सदस्यों ने कहा कि सरकार को कर्मचारियों की जायज मांगों पर ध्यान देना चाहिए और समझौते को तुरंत लागू करना चाहिए। कार्यक्रम के दौरान वक्ताओं ने समाज के सभी वर्गों से एकजुट होकर आगे आने का आह्वान किया।: [84, 474, 164, 504]
- banjara-body-col1: [256, 350, 314, 562]
- body-text: भिवानी, 24 अगस्त (ब्यूरो): जिले में विभिन्न संगठनों ने अपनी मांगों को लेकर प्रशासन को ज्ञापन सौंपा और समस्याओं के शीघ्र समाधान की मांग की। इस अवसर पर अनेक पदाधिकारी व कार्यकर्ता मौजूद रहे। सदस्यों ने कहा कि सरकार को कर्मचारियों की जायज मांगों पर ध्यान देना चाहिए और समझौते को तुरंत लागू करना चाहिए। कार्यक्रम के दौरान वक्ताओं ने समाज के सभी वर्गों से एकजुट होकर आगे आने का आह्वान किया।: [2, 175, 72, 210]
- body-text: भिवानी, 24 अगस्त (ब्यूरो): जिले में विभिन्न संगठनों ने अपनी मांगों को लेकर प्रशासन को ज्ञापन सौंपा और समस्याओं के शीघ्र समाधान की मांग की। इस अवसर पर अनेक पदाधिकारी व कार्यकर्ता मौजूद रहे। सदस्यों ने कहा कि सरकार को कर्मचारियों की जायज मांगों पर ध्यान देना चाहिए और समझौते को तुरंत लागू करना चाहिए। कार्यक्रम के दौरान वक्ताओं ने समाज के सभी वर्गों से एकजुट होकर आगे आने का आह्वान किया।: [444, 601, 500, 644]
- dc-body-col1: [326, 601, 382, 796]
- body-text: भिवानी, 24 अगस्त (ब्यूरो): जिले में विभिन्न संगठनों ने अपनी मांगों को लेकर प्रशासन को ज्ञापन सौंपा और समस्याओं के शीघ्र समाधान की मांग की। इस अवसर पर अनेक पदाधिकारी व कार्यकर्ता मौजूद रहे। सदस्यों ने कहा कि सरकार को कर्मचारियों की जायज मांगों पर ध्यान देना चाहिए और समझौते को तुरंत लागू करना चाहिए। कार्यक्रम के दौरान वक्ताओं ने समाज के सभी वर्गों से एकजुट होकर आगे आने का आह्वान किया।: [442, 488, 500, 532]
- left-story-dateline: भिवानी, 24 अगस्त (ब्यूरो):: [2, 68, 38, 72]
- kabaddi-body-col1: [2, 336, 80, 561]
- quick-read-item-headline: स्कूल में हुई भारत को जानो प्रतियोगिता: [523, 46, 631, 55]
- kabaddi-body-col3: [168, 336, 250, 561]
- quick-read-item: [506, 781, 648, 931]
- banjara-body-col5: [442, 446, 500, 562]
- dc-headline-line1: डीसी ने तड़के 3 बजे लिया: [326, 569, 433, 582]
- body-text: भिवानी, 24 अगस्त (ब्यूरो): जिले में विभिन्न संगठनों ने अपनी मांगों को लेकर प्रशासन को ज्ञापन सौंपा और समस्याओं के शीघ्र समाधान की मांग की। इस अवसर पर अनेक पदाधिकारी व कार्यकर्ता मौजूद रहे। सदस्यों ने कहा कि सरकार को कर्मचारियों की जायज मांगों पर ध्यान देना चाहिए और समझौते को तुरंत लागू करना चाहिए। कार्यक्रम के दौरान वक्ताओं ने समाज के सभी वर्गों से एकजुट होकर आगे आने का आह्वान किया।: [326, 648, 382, 691]
- banjara-headline: [256, 316, 500, 346]
- dc-headline: [326, 569, 500, 597]
- quick-read-item-headline: रोजगार कार्यालय में कल लगेगा जॉब फेयर: [519, 516, 635, 525]
- body-text: भिवानी, 24 अगस्त (ब्यूरो): जिले में विभिन्न संगठनों ने अपनी मांगों को लेकर प्रशासन को ज्ञापन सौंपा और समस्याओं के शीघ्र समाधान की मांग की। इस अवसर पर अनेक पदाधिकारी व कार्यकर्ता मौजूद रहे। सदस्यों ने कहा कि सरकार को कर्मचारियों की जायज मांगों पर ध्यान देना चाहिए और समझौते को तुरंत लागू करना चाहिए। कार्यक्रम के दौरान वक्ताओं ने समाज के सभी वर्गों से एकजुट होकर आगे आने का आह्वान किया।: [506, 75, 648, 93]
- body-text: भिवानी, 24 अगस्त (ब्यूरो): जिले में विभिन्न संगठनों ने अपनी मांगों को लेकर प्रशासन को ज्ञापन सौंपा और समस्याओं के शीघ्र समाधान की मांग की। इस अवसर पर अनेक पदाधिकारी व कार्यकर्ता मौजूद रहे। सदस्यों ने कहा कि सरकार को कर्मचारियों की जायज मांगों पर ध्यान देना चाहिए और समझौते को तुरंत लागू करना चाहिए। कार्यक्रम के दौरान वक्ताओं ने समाज के सभी वर्गों से एकजुट होकर आगे आने का आह्वान किया।: [385, 601, 441, 644]
- chowk-body-col2: [66, 908, 126, 1038]
- body-text: भिवानी, 24 अगस्त (ब्यूरो): जिले में विभिन्न संगठनों ने अपनी मांगों को लेकर प्रशासन को ज्ञापन सौंपा और समस्याओं के शीघ्र समाधान की मांग की। इस अवसर पर अनेक पदाधिकारी व कार्यकर्ता मौजूद रहे। सदस्यों ने कहा कि सरकार को कर्मचारियों की जायज मांगों पर ध्यान देना चाहिए और समझौते को तुरंत लागू करना चाहिए। कार्यक्रम के दौरान वक्ताओं ने समाज के सभी वर्गों से एकजुट होकर आगे आने का आह्वान किया।: [168, 336, 250, 366]
- body-text: भिवानी, 24 अगस्त (ब्यूरो): जिले में विभिन्न संगठनों ने अपनी मांगों को लेकर प्रशासन को ज्ञापन सौंपा और समस्याओं के शीघ्र समाधान की मांग की। इस अवसर पर अनेक पदाधिकारी व कार्यकर्ता मौजूद रहे। सदस्यों ने कहा कि सरकार को कर्मचारियों की जायज मांगों पर ध्यान देना चाहिए और समझौते को तुरंत लागू करना चाहिए। कार्यक्रम के दौरान वक्ताओं ने समाज के सभी वर्गों से एकजुट होकर आगे आने का आह्वान किया।: [506, 208, 648, 230]
- body-text: भिवानी, 24 अगस्त (ब्यूरो): जिले में विभिन्न संगठनों ने अपनी मांगों को लेकर प्रशासन को ज्ञापन सौंपा और समस्याओं के शीघ्र समाधान की मांग की। इस अवसर पर अनेक पदाधिकारी व कार्यकर्ता मौजूद रहे। सदस्यों ने कहा कि सरकार को कर्मचारियों की जायज मांगों पर ध्यान देना चाहिए और समझौते को तुरंत लागू करना चाहिए। कार्यक्रम के दौरान वक्ताओं ने समाज के सभी वर्गों से एकजुट होकर आगे आने का आह्वान किया।: [506, 195, 648, 213]
- kabaddi-dateline: भिवानी, 24 अगस्त (ब्यूरो):: [2, 336, 38, 340]
- dc-body-col3: [444, 601, 500, 796]
- library-story: [2, 614, 322, 799]
- quick-read-item-headline: 4 जुआरी दबोचे, नकदी बरामद: [534, 936, 620, 945]
- body-text: भिवानी, 24 अगस्त (ब्यूरो): जिले में विभिन्न संगठनों ने अपनी मांगों को लेकर प्रशासन को ज्ञापन सौंपा और समस्याओं के शीघ्र समाधान की मांग की। इस अवसर पर अनेक पदाधिकारी व कार्यकर्ता मौजूद रहे। सदस्यों ने कहा कि सरकार को कर्मचारियों की जायज मांगों पर ध्यान देना चाहिए और समझौते को तुरंत लागू करना चाहिए। कार्यक्रम के दौरान वक्ताओं ने समाज के सभी वर्गों से एकजुट होकर आगे आने का आह्वान किया।: [318, 392, 376, 436]
- banjara-headline-line1: बंजारा समाज के युवाओं से कुरीतियों के: [291, 316, 465, 330]
- body-text: भिवानी, 24 अगस्त (ब्यूरो): जिले में विभिन्न संगठनों ने अपनी मांगों को लेकर प्रशासन को ज्ञापन सौंपा और समस्याओं के शीघ्र समाधान की मांग की। इस अवसर पर अनेक पदाधिकारी व कार्यकर्ता मौजूद रहे। सदस्यों ने कहा कि सरकार को कर्मचारियों की जायज मांगों पर ध्यान देना चाहिए और समझौते को तुरंत लागू करना चाहिए। कार्यक्रम के दौरान वक्ताओं ने समाज के सभी वर्गों से एकजुट होकर आगे आने का आह्वान किया।: [380, 460, 438, 503]
- paper-name: [18, 3, 90, 18]
- dc-body-col2: [385, 601, 441, 796]
- blood-story: [2, 569, 322, 611]
- body-text: भिवानी, 24 अगस्त (ब्यूरो): जिले में विभिन्न संगठनों ने अपनी मांगों को लेकर प्रशासन को ज्ञापन सौंपा और समस्याओं के शीघ्र समाधान की मांग की। इस अवसर पर अनेक पदाधिकारी व कार्यकर्ता मौजूद रहे। सदस्यों ने कहा कि सरकार को कर्मचारियों की जायज मांगों पर ध्यान देना चाहिए और समझौते को तुरंत लागू करना चाहिए। कार्यक्रम के दौरान वक्ताओं ने समाज के सभी वर्गों से एकजुट होकर आगे आने का आह्वान किया।: [506, 400, 648, 418]
- body-text: भिवानी, 24 अगस्त (ब्यूरो): जिले में विभिन्न संगठनों ने अपनी मांगों को लेकर प्रशासन को ज्ञापन सौंपा और समस्याओं के शीघ्र समाधान की मांग की। इस अवसर पर अनेक पदाधिकारी व कार्यकर्ता मौजूद रहे। सदस्यों ने कहा कि सरकार को कर्मचारियों की जायज मांगों पर ध्यान देना चाहिए और समझौते को तुरंत लागू करना चाहिए। कार्यक्रम के दौरान वक्ताओं ने समाज के सभी वर्गों से एकजुट होकर आगे आने का आह्वान किया।: [5, 583, 320, 592]
- body-text: भिवानी, 24 अगस्त (ब्यूरो): जिले में विभिन्न संगठनों ने अपनी मांगों को लेकर प्रशासन को ज्ञापन सौंपा और समस्याओं के शीघ्र समाधान की मांग की। इस अवसर पर अनेक पदाधिकारी व कार्यकर्ता मौजूद रहे। सदस्यों ने कहा कि सरकार को कर्मचारियों की जायज मांगों पर ध्यान देना चाहिए और समझौते को तुरंत लागू करना चाहिए। कार्यक्रम के दौरान वक्ताओं ने समाज के सभी वर्गों से एकजुट होकर आगे आने का आह्वान किया।: [506, 965, 648, 983]
- body-text: भिवानी, 24 अगस्त (ब्यूरो): जिले में विभिन्न संगठनों ने अपनी मांगों को लेकर प्रशासन को ज्ञापन सौंपा और समस्याओं के शीघ्र समाधान की मांग की। इस अवसर पर अनेक पदाधिकारी व कार्यकर्ता मौजूद रहे। सदस्यों ने कहा कि सरकार को कर्मचारियों की जायज मांगों पर ध्यान देना चाहिए और समझौते को तुरंत लागू करना चाहिए। कार्यक्रम के दौरान वक्ताओं ने समाज के सभी वर्गों से एकजुट होकर आगे आने का आह्वान किया।: [506, 948, 648, 965]
- body-text: भिवानी, 24 अगस्त (ब्यूरो): जिले में विभिन्न संगठनों ने अपनी मांगों को लेकर प्रशासन को ज्ञापन सौंपा और समस्याओं के शीघ्र समाधान की मांग की। इस अवसर पर अनेक पदाधिकारी व कार्यकर्ता मौजूद रहे। सदस्यों ने कहा कि सरकार को कर्मचारियों की जायज मांगों पर ध्यान देना चाहिए और समझौते को तुरंत लागू करना चाहिए। कार्यक्रम के दौरान वक्ताओं ने समाज के सभी वर्गों से एकजुट होकर आगे आने का आह्वान किया।: [442, 446, 500, 489]
- quick-read-item-dateline: भिवानी, 24 अगस्त (ब्यूरो):: [506, 383, 543, 387]
- abvp-headline-part1: सीबीएलयू में: [200, 818, 274, 836]
- body-text: भिवानी, 24 अगस्त (ब्यूरो): जिले में विभिन्न संगठनों ने अपनी मांगों को लेकर प्रशासन को ज्ञापन सौंपा और समस्याओं के शीघ्र समाधान की मांग की। इस अवसर पर अनेक पदाधिकारी व कार्यकर्ता मौजूद रहे। सदस्यों ने कहा कि सरकार को कर्मचारियों की जायज मांगों पर ध्यान देना चाहिए और समझौते को तुरंत लागू करना चाहिए। कार्यक्रम के दौरान वक्ताओं ने समाज के सभी वर्गों से एकजुट होकर आगे आने का आह्वान किया।: [2, 209, 72, 244]
- body-text: भिवानी, 24 अगस्त (ब्यूरो): जिले में विभिन्न संगठनों ने अपनी मांगों को लेकर प्रशासन को ज्ञापन सौंपा और समस्याओं के शीघ्र समाधान की मांग की। इस अवसर पर अनेक पदाधिकारी व कार्यकर्ता मौजूद रहे। सदस्यों ने कहा कि सरकार को कर्मचारियों की जायज मांगों पर ध्यान देना चाहिए और समझौते को तुरंत लागू करना चाहिए। कार्यक्रम के दौरान वक्ताओं ने समाज के सभी वर्गों से एकजुट होकर आगे आने का आह्वान किया।: [199, 988, 277, 1018]
- body-text: भिवानी, 24 अगस्त (ब्यूरो): जिले में विभिन्न संगठनों ने अपनी मांगों को लेकर प्रशासन को ज्ञापन सौंपा और समस्याओं के शीघ्र समाधान की मांग की। इस अवसर पर अनेक पदाधिकारी व कार्यकर्ता मौजूद रहे। सदस्यों ने कहा कि सरकार को कर्मचारियों की जायज मांगों पर ध्यान देना चाहिए और समझौते को तुरंत लागू करना चाहिए। कार्यक्रम के दौरान वक्ताओं ने समाज के सभी वर्गों से एकजुट होकर आगे आने का आह्वान किया।: [433, 928, 500, 963]
- pull-quote-2: तीन पटवारी संगठनों की मीटिंग में लिया गया फैसला: [343, 245, 415, 258]
- chowk-story: [2, 804, 126, 1040]
- quick-read-item-headline: श्रीकृष्ण जन्माष्टमी पर सर्वेगा भक्ति और कला का रंगमंच : शास्त्री: [510, 361, 644, 380]
- kabaddi-photo: [84, 336, 164, 434]
- body-text: भिवानी, 24 अगस्त (ब्यूरो): जिले में विभिन्न संगठनों ने अपनी मांगों को लेकर प्रशासन को ज्ञापन सौंपा और समस्याओं के शीघ्र समाधान की मांग की। इस अवसर पर अनेक पदाधिकारी व कार्यकर्ता मौजूद रहे। सदस्यों ने कहा कि सरकार को कर्मचारियों की जायज मांगों पर ध्यान देना चाहिए और समझौते को तुरंत लागू करना चाहिए। कार्यक्रम के दौरान वक्ताओं ने समाज के सभी वर्गों से एकजुट होकर आगे आने का आह्वान किया।: [506, 558, 648, 580]
- kabaddi-body-col2: [84, 444, 164, 561]
- blood-dateline: भिवानी, 24 अगस्त (ब्यूरो):: [5, 583, 42, 587]
- body-text: भिवानी, 24 अगस्त (ब्यूरो): जिले में विभिन्न संगठनों ने अपनी मांगों को लेकर प्रशासन को ज्ञापन सौंपा और समस्याओं के शीघ्र समाधान की मांग की। इस अवसर पर अनेक पदाधिकारी व कार्यकर्ता मौजूद रहे। सदस्यों ने कहा कि सरकार को कर्मचारियों की जायज मांगों पर ध्यान देना चाहिए और समझौते को तुरंत लागू करना चाहिए। कार्यक्रम के दौरान वक्ताओं ने समाज के सभी वर्गों से एकजुट होकर आगे आने का आह्वान किया।: [173, 129, 261, 156]
- quick-read-item-dateline: भिवानी, 24 अगस्त (ब्यूरो):: [506, 178, 543, 182]
- banjara-body-col4: [380, 460, 438, 562]
- body-text: भिवानी, 24 अगस्त (ब्यूरो): जिले में विभिन्न संगठनों ने अपनी मांगों को लेकर प्रशासन को ज्ञापन सौंपा और समस्याओं के शीघ्र समाधान की मांग की। इस अवसर पर अनेक पदाधिकारी व कार्यकर्ता मौजूद रहे। सदस्यों ने कहा कि सरकार को कर्मचारियों की जायज मांगों पर ध्यान देना चाहिए और समझौते को तुरंत लागू करना चाहिए। कार्यक्रम के दौरान वक्ताओं ने समाज के सभी वर्गों से एकजुट होकर आगे आने का आह्वान किया।: [173, 104, 261, 130]
- lead-photo-caption: भिवानी में पटवारी व कानूनगो एसोसिएशन के सदस्य धरने पर बैठे हुए।: [265, 209, 351, 213]
- body-text: भिवानी, 24 अगस्त (ब्यूरो): जिले में विभिन्न संगठनों ने अपनी मांगों को लेकर प्रशासन को ज्ञापन सौंपा और समस्याओं के शीघ्र समाधान की मांग की। इस अवसर पर अनेक पदाधिकारी व कार्यकर्ता मौजूद रहे। सदस्यों ने कहा कि सरकार को कर्मचारियों की जायज मांगों पर ध्यान देना चाहिए और समझौते को तुरंत लागू करना चाहिए। कार्यक्रम के दौरान वक्ताओं ने समाज के सभी वर्गों से एकजुट होकर आगे आने का आह्वान किया।: [380, 502, 438, 546]
- body-text: भिवानी, 24 अगस्त (ब्यूरो): जिले में विभिन्न संगठनों ने अपनी मांगों को लेकर प्रशासन को ज्ञापन सौंपा और समस्याओं के शीघ्र समाधान की मांग की। इस अवसर पर अनेक पदाधिकारी व कार्यकर्ता मौजूद रहे। सदस्यों ने कहा कि सरकार को कर्मचारियों की जायज मांगों पर ध्यान देना चाहिए और समझौते को तुरंत लागू करना चाहिए। कार्यक्रम के दौरान वक्ताओं ने समाज के सभी वर्गों से एकजुट होकर आगे आने का आह्वान किया।: [385, 643, 441, 687]
- abvp-headline: [131, 818, 500, 856]
- abvp-photo-caption: विश्वविद्यालय प्रशासन को ज्ञापन सौंपते एबीवीपी कार्यकर्ता।: [199, 950, 267, 954]
- body-text: भिवानी, 24 अगस्त (ब्यूरो): जिले में विभिन्न संगठनों ने अपनी मांगों को लेकर प्रशासन को ज्ञापन सौंपा और समस्याओं के शीघ्र समाधान की मांग की। इस अवसर पर अनेक पदाधिकारी व कार्यकर्ता मौजूद रहे। सदस्यों ने कहा कि सरकार को कर्मचारियों की जायज मांगों पर ध्यान देना चाहिए और समझौते को तुरंत लागू करना चाहिए। कार्यक्रम के दौरान वक्ताओं ने समाज के सभी वर्गों से एकजुट होकर आगे आने का आह्वान किया।: [260, 709, 322, 748]
- lead-body-col3: [265, 216, 340, 311]
- lead-headline-line1: 25 तक नहीं हुआ समाधान तो 26 से: [145, 27, 432, 51]
- quick-read-item: [506, 166, 648, 356]
- body-text: भिवानी, 24 अगस्त (ब्यूरो): जिले में विभिन्न संगठनों ने अपनी मांगों को लेकर प्रशासन को ज्ञापन सौंपा और समस्याओं के शीघ्र समाधान की मांग की। इस अवसर पर अनेक पदाधिकारी व कार्यकर्ता मौजूद रहे। सदस्यों ने कहा कि सरकार को कर्मचारियों की जायज मांगों पर ध्यान देना चाहिए और समझौते को तुरंत लागू करना चाहिए। कार्यक्रम के दौरान वक्ताओं ने समाज के सभी वर्गों से एकजुट होकर आगे आने का आह्वान किया।: [506, 58, 648, 75]
- body-text: भिवानी, 24 अगस्त (ब्यूरो): जिले में विभिन्न संगठनों ने अपनी मांगों को लेकर प्रशासन को ज्ञापन सौंपा और समस्याओं के शीघ्र समाधान की मांग की। इस अवसर पर अनेक पदाधिकारी व कार्यकर्ता मौजूद रहे। सदस्यों ने कहा कि सरकार को कर्मचारियों की जायज मांगों पर ध्यान देना चाहिए और समझौते को तुरंत लागू करना चाहिए। कार्यक्रम के दौरान वक्ताओं ने समाज के सभी वर्गों से एकजुट होकर आगे आने का आह्वान किया।: [363, 928, 429, 963]
- quick-read-item-dateline: भिवानी, 24 अगस्त (ब्यूरो):: [506, 58, 543, 62]
- body-text: भिवानी, 24 अगस्त (ब्यूरो): जिले में विभिन्न संगठनों ने अपनी मांगों को लेकर प्रशासन को ज्ञापन सौंपा और समस्याओं के शीघ्र समाधान की मांग की। इस अवसर पर अनेक पदाधिकारी व कार्यकर्ता मौजूद रहे। सदस्यों ने कहा कि सरकार को कर्मचारियों की जायज मांगों पर ध्यान देना चाहिए और समझौते को तुरंत लागू करना चाहिए। कार्यक्रम के दौरान वक्ताओं ने समाज के सभी वर्गों से एकजुट होकर आगे आने का आह्वान किया।: [2, 885, 62, 928]
- quick-read-item: [506, 46, 648, 161]
- abvp-body-col1: [131, 860, 195, 1038]
- body-text: भिवानी, 24 अगस्त (ब्यूरो): जिले में विभिन्न संगठनों ने अपनी मांगों को लेकर प्रशासन को ज्ञापन सौंपा और समस्याओं के शीघ्र समाधान की मांग की। इस अवसर पर अनेक पदाधिकारी व कार्यकर्ता मौजूद रहे। सदस्यों ने कहा कि सरकार को कर्मचारियों की जायज मांगों पर ध्यान देना चाहिए और समझौते को तुरंत लागू करना चाहिए। कार्यक्रम के दौरान वक्ताओं ने समाज के सभी वर्गों से एकजुट होकर आगे आने का आह्वान किया।: [318, 460, 376, 503]
- body-text: भिवानी, 24 अगस्त (ब्यूरो): जिले में विभिन्न संगठनों ने अपनी मांगों को लेकर प्रशासन को ज्ञापन सौंपा और समस्याओं के शीघ्र समाधान की मांग की। इस अवसर पर अनेक पदाधिकारी व कार्यकर्ता मौजूद रहे। सदस्यों ने कहा कि सरकार को कर्मचारियों की जायज मांगों पर ध्यान देना चाहिए और समझौते को तुरंत लागू करना चाहिए। कार्यक्रम के दौरान वक्ताओं ने समाज के सभी वर्गों से एकजुट होकर आगे आने का आह्वान किया।: [66, 908, 126, 951]
- pull-quote-1: 25 चारदिवारी / कानूनगो 5 सहायक को मौका काम के लिए भी खेड़ा दिला दिए: [345, 222, 413, 241]
- body-text: भिवानी, 24 अगस्त (ब्यूरो): जिले में विभिन्न संगठनों ने अपनी मांगों को लेकर प्रशासन को ज्ञापन सौंपा और समस्याओं के शीघ्र समाधान की मांग की। इस अवसर पर अनेक पदाधिकारी व कार्यकर्ता मौजूद रहे। सदस्यों ने कहा कि सरकार को कर्मचारियों की जायज मांगों पर ध्यान देना चाहिए और समझौते को तुरंत लागू करना चाहिए। कार्यक्रम के दौरान वक्ताओं ने समाज के सभी वर्गों से एकजुट होकर आगे आने का आह्वान किया।: [506, 383, 648, 400]
- body-text: भिवानी, 24 अगस्त (ब्यूरो): जिले में विभिन्न संगठनों ने अपनी मांगों को लेकर प्रशासन को ज्ञापन सौंपा और समस्याओं के शीघ्र समाधान की मांग की। इस अवसर पर अनेक पदाधिकारी व कार्यकर्ता मौजूद रहे। सदस्यों ने कहा कि सरकार को कर्मचारियों की जायज मांगों पर ध्यान देना चाहिए और समझौते को तुरंत लागू करना चाहिए। कार्यक्रम के दौरान वक्ताओं ने समाज के सभी वर्गों से एकजुट होकर आगे आने का आह्वान किया।: [318, 350, 376, 393]
- quick-read-item-dateline: भिवानी, 24 अगस्त (ब्यूरो):: [506, 528, 543, 532]
- library-body-col2: [66, 632, 126, 692]
- body-text: भिवानी, 24 अगस्त (ब्यूरो): जिले में विभिन्न संगठनों ने अपनी मांगों को लेकर प्रशासन को ज्ञापन सौंपा और समस्याओं के शीघ्र समाधान की मांग की। इस अवसर पर अनेक पदाधिकारी व कार्यकर्ता मौजूद रहे। सदस्यों ने कहा कि सरकार को कर्मचारियों की जायज मांगों पर ध्यान देना चाहिए और समझौते को तुरंत लागू करना चाहिए। कार्यक्रम के दौरान वक्ताओं ने समाज के सभी वर्गों से एकजुट होकर आगे आने का आह्वान किया।: [2, 106, 72, 141]
- lead-story: [77, 26, 500, 311]
- abvp-body-col5: [433, 860, 500, 1038]
- paper-name-text: नवोदय टाइम्स: [28, 5, 80, 16]
- body-text: भिवानी, 24 अगस्त (ब्यूरो): जिले में विभिन्न संगठनों ने अपनी मांगों को लेकर प्रशासन को ज्ञापन सौंपा और समस्याओं के शीघ्र समाधान की मांग की। इस अवसर पर अनेक पदाधिकारी व कार्यकर्ता मौजूद रहे। सदस्यों ने कहा कि सरकार को कर्मचारियों की जायज मांगों पर ध्यान देना चाहिए और समझौते को तुरंत लागू करना चाहिए। कार्यक्रम के दौरान वक्ताओं ने समाज के सभी वर्गों से एकजुट होकर आगे आने का आह्वान किया।: [2, 72, 72, 107]
- body-text: भिवानी, 24 अगस्त (ब्यूरो): जिले में विभिन्न संगठनों ने अपनी मांगों को लेकर प्रशासन को ज्ञापन सौंपा और समस्याओं के शीघ्र समाधान की मांग की। इस अवसर पर अनेक पदाधिकारी व कार्यकर्ता मौजूद रहे। सदस्यों ने कहा कि सरकार को कर्मचारियों की जायज मांगों पर ध्यान देना चाहिए और समझौते को तुरंत लागू करना चाहिए। कार्यक्रम के दौरान वक्ताओं ने समाज के सभी वर्गों से एकजुट होकर आगे आने का आह्वान किया।: [506, 833, 648, 855]
- body-text: भिवानी, 24 अगस्त (ब्यूरो): जिले में विभिन्न संगठनों ने अपनी मांगों को लेकर प्रशासन को ज्ञापन सौंपा और समस्याओं के शीघ्र समाधान की मांग की। इस अवसर पर अनेक पदाधिकारी व कार्यकर्ता मौजूद रहे। सदस्यों ने कहा कि सरकार को कर्मचारियों की जायज मांगों पर ध्यान देना चाहिए और समझौते को तुरंत लागू करना चाहिए। कार्यक्रम के दौरान वक्ताओं ने समाज के सभी वर्गों से एकजुट होकर आगे आने का आह्वान किया।: [506, 225, 648, 247]
- abvp-kicker: विद्यार्थियों के हित में मांग पूरी न होने पर आंदोलन की चेतावनी: [131, 804, 500, 816]
- chowk-headline: चोरी रोकने के लिए उमरावत में हर चौक-चौराहे पर लगेंगी स्ट्रीट लाइटें : मंच: [4, 804, 124, 823]
- banjara-dateline: भिवानी, 24 अगस्त (ब्यूरो):: [256, 350, 292, 354]
- body-text: भिवानी, 24 अगस्त (ब्यूरो): जिले में विभिन्न संगठनों ने अपनी मांगों को लेकर प्रशासन को ज्ञापन सौंपा और समस्याओं के शीघ्र समाधान की मांग की। इस अवसर पर अनेक पदाधिकारी व कार्यकर्ता मौजूद रहे। सदस्यों ने कहा कि सरकार को कर्मचारियों की जायज मांगों पर ध्यान देना चाहिए और समझौते को तुरंत लागू करना चाहिए। कार्यक्रम के दौरान वक्ताओं ने समाज के सभी वर्गों से एकजुट होकर आगे आने का आह्वान किया।: [194, 709, 256, 748]
- section-banner: [250, 4, 390, 19]
- body-text: भिवानी, 24 अगस्त (ब्यूरो): जिले में विभिन्न संगठनों ने अपनी मांगों को लेकर प्रशासन को ज्ञापन सौंपा और समस्याओं के शीघ्र समाधान की मांग की। इस अवसर पर अनेक पदाधिकारी व कार्यकर्ता मौजूद रहे। सदस्यों ने कहा कि सरकार को कर्मचारियों की जायज मांगों पर ध्यान देना चाहिए और समझौते को तुरंत लागू करना चाहिए। कार्यक्रम के दौरान वक्ताओं ने समाज के सभी वर्गों से एकजुट होकर आगे आने का आह्वान किया।: [506, 658, 648, 675]
- body-text: भिवानी, 24 अगस्त (ब्यूरो): जिले में विभिन्न संगठनों ने अपनी मांगों को लेकर प्रशासन को ज्ञापन सौंपा और समस्याओं के शीघ्र समाधान की मांग की। इस अवसर पर अनेक पदाधिकारी व कार्यकर्ता मौजूद रहे। सदस्यों ने कहा कि सरकार को कर्मचारियों की जायज मांगों पर ध्यान देना चाहिए और समझौते को तुरंत लागू करना चाहिए। कार्यक्रम के दौरान वक्ताओं ने समाज के सभी वर्गों से एकजुट होकर आगे आने का आह्वान किया।: [66, 632, 126, 675]
- library-body-col4: [194, 632, 256, 797]
- abvp-body-col4: [363, 860, 429, 1038]
- library-body-col5: [260, 632, 322, 797]
- quick-read-item-body: [506, 383, 648, 508]
